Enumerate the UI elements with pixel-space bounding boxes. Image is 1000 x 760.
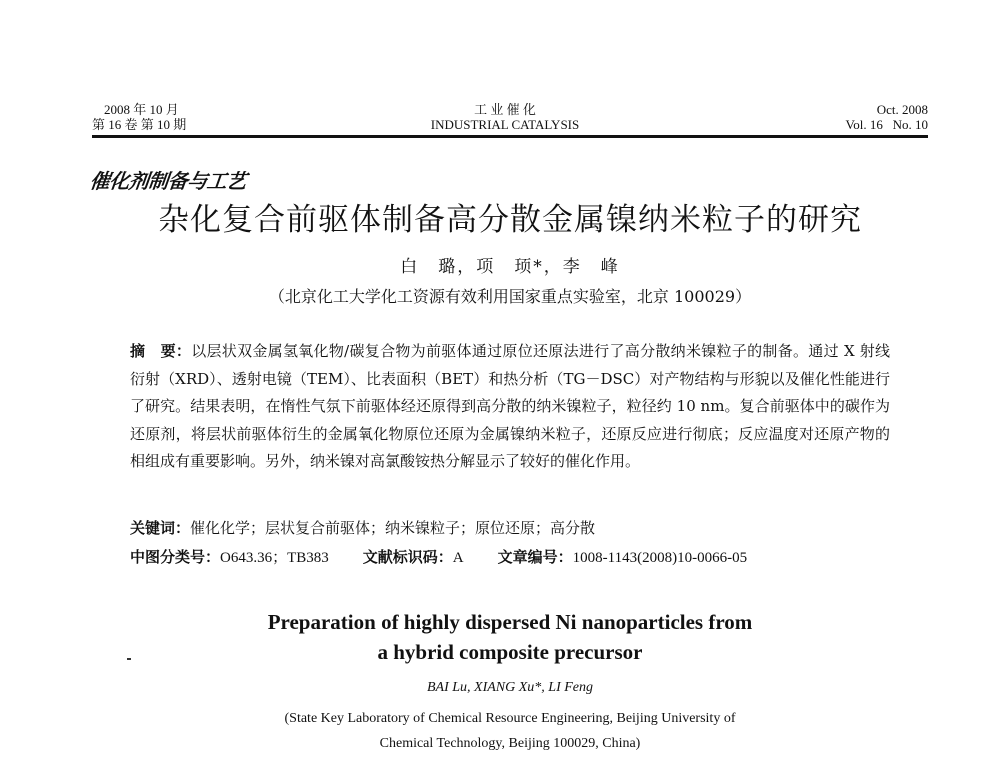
journal-name-cn: 工 业 催 化	[474, 102, 536, 117]
title-en-line-2: a hybrid composite precursor	[377, 640, 643, 664]
affiliation-en-line-1: (State Key Laboratory of Chemical Resource Engineering, Beijing University of	[284, 711, 736, 726]
article-no-value: 1008-1143(2008)10-0066-05	[572, 550, 748, 566]
header-issue-info-en	[780, 102, 928, 132]
clc-label: 中图分类号：	[130, 548, 221, 566]
classification-line	[130, 546, 890, 567]
abstract-cn	[130, 338, 890, 476]
header-issue-info-cn	[92, 102, 186, 132]
journal-name-en: INDUSTRIAL CATALYSIS	[430, 117, 580, 132]
keywords-text: 催化化学；层状复合前驱体；纳米镍粒子；原位还原；高分散	[190, 519, 596, 537]
clc-value: O643.36；TB383	[220, 550, 329, 566]
affiliation-cn: （北京化工大学化工资源有效利用国家重点实验室，北京 100029）	[268, 287, 752, 306]
header-date-en: Oct. 2008	[876, 102, 928, 117]
affiliation-en-line-2: Chemical Technology, Beijing 100029, China)	[379, 736, 641, 751]
article-no-label: 文章编号：	[497, 548, 573, 566]
title-en-line-1: Preparation of highly dispersed Ni nanoparticles from	[267, 610, 753, 634]
doc-code-label: 文献标识码：	[362, 548, 453, 566]
header-volume-cn: 第 16 卷 第 10 期	[92, 117, 187, 132]
keywords-label: 关键词：	[130, 519, 191, 537]
abstract-label: 摘 要：	[130, 342, 192, 360]
article-title-en	[150, 607, 870, 667]
authors-cn: 白 璐，项 顼*，李 峰	[400, 257, 620, 277]
header-journal-name	[400, 102, 610, 132]
header-volume-en: Vol. 16 No. 10	[845, 117, 928, 132]
scan-speck	[127, 658, 131, 660]
article-title-cn: 杂化复合前驱体制备高分散金属镍纳米粒子的研究	[158, 202, 862, 238]
header-date-cn: 2008 年 10 月	[104, 102, 179, 117]
section-label: 催化剂制备与工艺	[88, 169, 248, 193]
abstract-text: 以层状双金属氢氧化物/碳复合物为前驱体通过原位还原法进行了高分散纳米镍粒子的制备。通过 X 射线衍射（XRD）、透射电镜（TEM）、比表面积（BET）和热分析（TG－DSC）对产物结构与形貌以及催化性能进行了研究。结果表明，在惰性气氛下前驱体经还原得到高分散的纳米镍粒子，粒径约 10 nm。复合前驱体中的碳作为还原剂，将层状前驱体衍生的金属氧化物原位还原为金属镍纳米粒子，还原反应进行彻底；反应温度对还原产物的相组成有重要影响。另外，纳米镍对高氯酸铵热分解显示了较好的催化作用。	[130, 342, 890, 470]
affiliation-en	[160, 706, 860, 756]
doc-code-value: A	[452, 550, 464, 566]
authors-en: BAI Lu, XIANG Xu*, LI Feng	[426, 680, 594, 695]
header-divider	[92, 135, 928, 138]
keywords-cn	[130, 517, 890, 538]
